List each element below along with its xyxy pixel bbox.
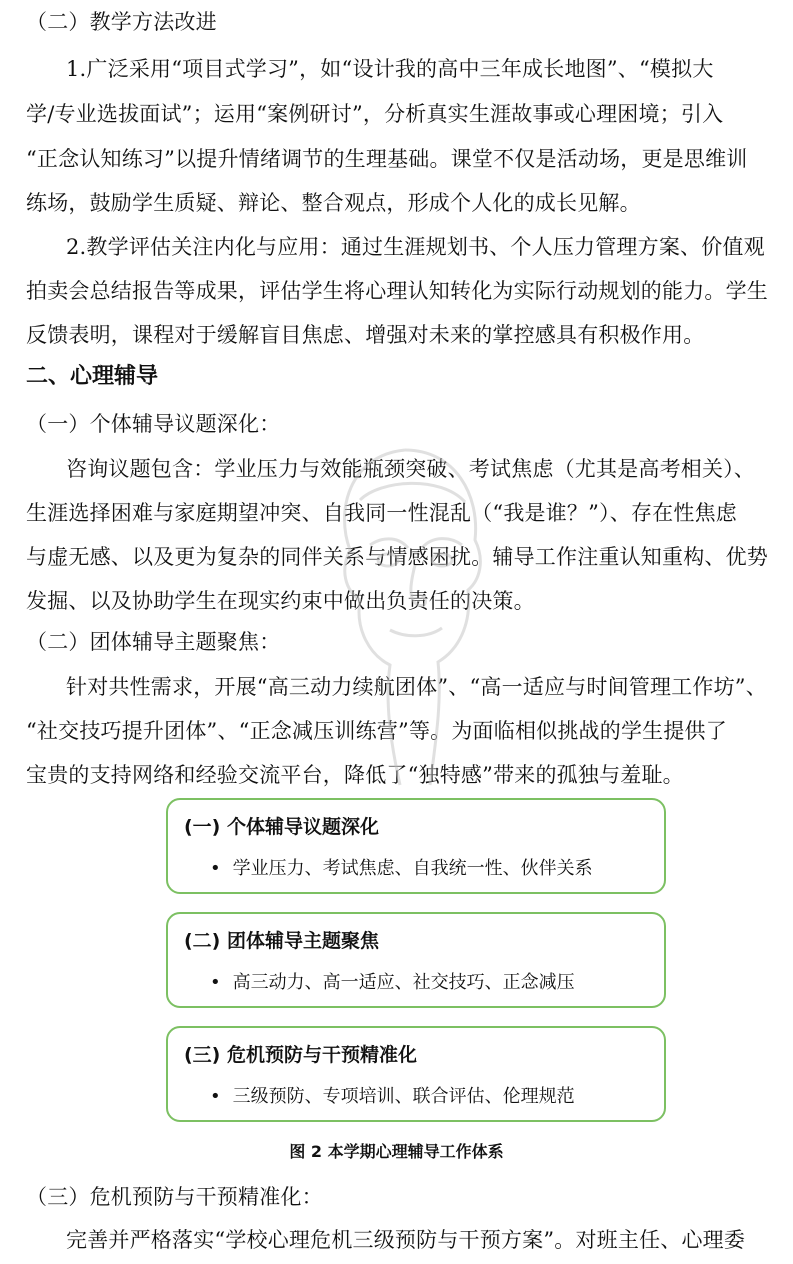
section-heading-counseling: 二、心理辅导: [26, 364, 159, 389]
figure-box-bullet: [210, 968, 575, 994]
figure-caption: 图 2 本学期心理辅导工作体系: [289, 1142, 504, 1161]
paragraph-line: 咨询议题包含：学业压力与效能瓶颈突破、考试焦虑（尤其是高考相关）、: [66, 457, 756, 481]
figure-box-bullet: [210, 854, 593, 880]
section-title-teaching-methods: （二）教学方法改进: [26, 10, 217, 34]
paragraph-line: “正念认知练习”以提升情绪调节的生理基础。课堂不仅是活动场，更是思维训: [26, 147, 748, 171]
paragraph-line: 针对共性需求，开展“高三动力续航团体”、“高一适应与时间管理工作坊”、: [66, 675, 767, 699]
figure-box-bullet: [210, 1082, 575, 1108]
figure-box-bullet-text: 三级预防、专项培训、联合评估、伦理规范: [232, 1086, 575, 1107]
face-outline-watermark-icon: [330, 440, 490, 800]
bullet-icon: •: [210, 858, 221, 879]
paragraph-line: 生涯选择困难与家庭期望冲突、自我同一性混乱（“我是谁？”）、存在性焦虑: [26, 501, 737, 525]
figure-box-title: (三) 危机预防与干预精准化: [184, 1044, 417, 1066]
paragraph-line: 1.广泛采用“项目式学习”，如“设计我的高中三年成长地图”、“模拟大: [66, 57, 714, 81]
bullet-icon: •: [210, 972, 221, 993]
subsection-title-individual: （一）个体辅导议题深化：: [26, 412, 281, 436]
figure-box-title: (二) 团体辅导主题聚焦: [184, 930, 379, 952]
bullet-icon: •: [210, 1086, 221, 1107]
figure-box-group: [166, 912, 666, 1008]
paragraph-line: 2.教学评估关注内化与应用：通过生涯规划书、个人压力管理方案、价值观: [66, 235, 765, 259]
paragraph-line: 发掘、以及协助学生在现实约束中做出负责任的决策。: [26, 589, 535, 613]
paragraph-line: 完善并严格落实“学校心理危机三级预防与干预方案”。对班主任、心理委: [66, 1228, 746, 1252]
paragraph-line: 反馈表明，课程对于缓解盲目焦虑、增强对未来的掌控感具有积极作用。: [26, 323, 705, 347]
figure-box-individual: [166, 798, 666, 894]
paragraph-line: 宝贵的支持网络和经验交流平台，降低了“独特感”带来的孤独与羞耻。: [26, 763, 684, 787]
figure-box-bullet-text: 高三动力、高一适应、社交技巧、正念减压: [232, 972, 575, 993]
subsection-title-crisis: （三）危机预防与干预精准化：: [26, 1185, 323, 1209]
paragraph-line: 练场，鼓励学生质疑、辩论、整合观点，形成个人化的成长见解。: [26, 191, 641, 215]
figure-box-bullet-text: 学业压力、考试焦虑、自我统一性、伙伴关系: [232, 858, 593, 879]
figure-box-title: (一) 个体辅导议题深化: [184, 816, 379, 838]
figure-box-crisis: [166, 1026, 666, 1122]
paragraph-line: 拍卖会总结报告等成果，评估学生将心理认知转化为实际行动规划的能力。学生: [26, 279, 768, 303]
paragraph-line: “社交技巧提升团体”、“正念减压训练营”等。为面临相似挑战的学生提供了: [26, 719, 727, 743]
subsection-title-group: （二）团体辅导主题聚焦：: [26, 630, 281, 654]
paragraph-line: 学/专业选拔面试”；运用“案例研讨”，分析真实生涯故事或心理困境；引入: [26, 102, 724, 126]
paragraph-line: 与虚无感、以及更为复杂的同伴关系与情感困扰。辅导工作注重认知重构、优势: [26, 545, 768, 569]
